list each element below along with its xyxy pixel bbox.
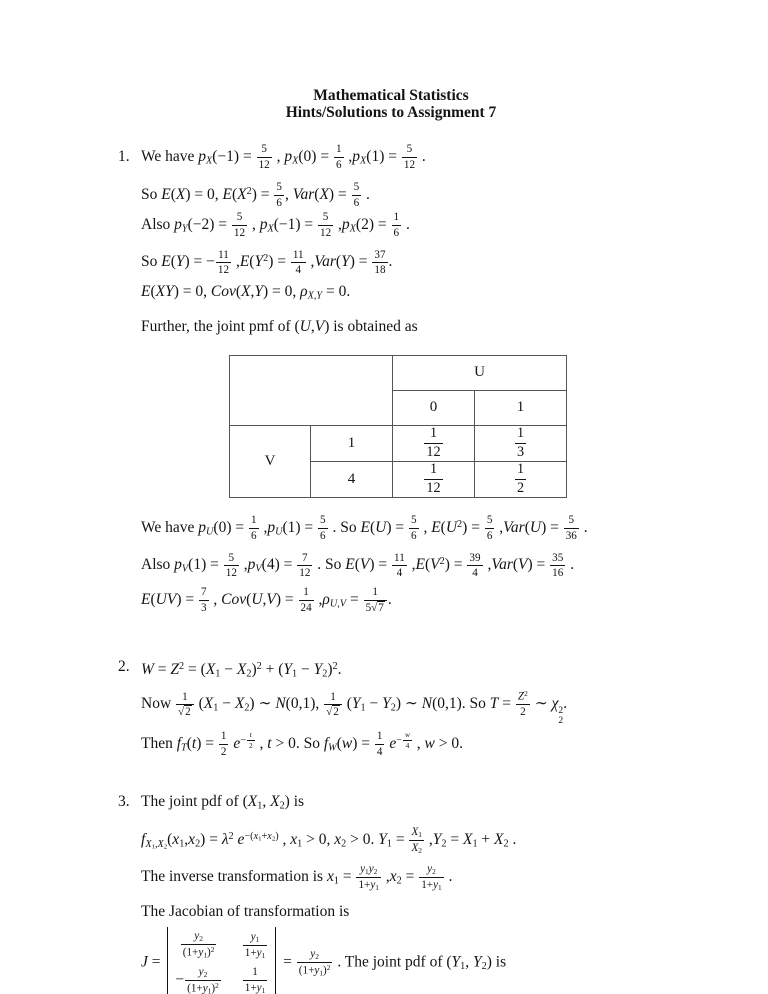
- doc-subtitle: Hints/Solutions to Assignment 7: [285, 104, 497, 121]
- pmf-corner-cell: [230, 355, 393, 425]
- item-3: [118, 787, 664, 994]
- jacobian-line: J = $\frac{y_2}{(1+y_1)^2}$ $\frac{y_1}{1+y_1}$ − $\frac{y_2}{(1+y_1)^2}$ $\frac{1}{1+y_1}$ = $\frac{y_2}{(1+y_1)^2}$ . The joint pdf of ($Y_1$, $Y_2$) is: [141, 927, 664, 994]
- pmf-col-header-0: 0: [393, 390, 475, 425]
- joint-pmf-table: [229, 355, 567, 498]
- pmf-col-header-1: 1: [475, 390, 567, 425]
- item-2-body: [141, 652, 664, 764]
- math-line: We have $p_X(-1)$ = $\frac{5}{12}$ , $p_X(0)$ = $\frac{1}{6}$ $,p_X(1)$ = $\frac{5}{12}$ .: [141, 143, 426, 171]
- item-2: [118, 652, 664, 764]
- math-line: Then $f_T(t)$ = $\frac{1}{2}$ $e^{- \frac{t}{2}}$ , t > 0. So $f_W(w)$ = $\frac{1}{4}$ $e^{- \frac{w}{4}}$ , w > 0.: [141, 729, 463, 758]
- item-1-number: 1.: [118, 148, 130, 165]
- math-line: $W = Z^2 = (X_1 - X_2)^2 + (Y_1 - Y_2)^2$.: [141, 660, 342, 680]
- math-line: Also $p_Y(-2)$ = $\frac{5}{12}$ , $p_X(-1)$ = $\frac{5}{12}$ $,p_X(2)$ = $\frac{1}{6}$ .: [141, 211, 410, 239]
- doc-title: Mathematical Statistics: [313, 87, 469, 104]
- doc-content: [118, 142, 664, 994]
- pmf-value-cell-00: $\frac{1}{12}$: [393, 425, 475, 461]
- math-line: The inverse transformation is $x_1$ = $\frac{y_1y_2}{1+y_1}$ $,x_2$ = $\frac{y_2}{1+y_1}$ .: [141, 863, 453, 892]
- math-line: So E(Y) = − $\frac{11}{12}$ $,E(Y^2)$ = $\frac{11}{4}$ ,Var(Y) = $\frac{37}{18}$ .: [141, 248, 393, 277]
- pmf-u-group-header: U: [393, 355, 567, 390]
- pmf-row-label-0: 1: [311, 425, 393, 461]
- pmf-value-cell-11: $\frac{1}{2}$: [475, 461, 567, 497]
- pmf-v-group-header: V: [230, 425, 311, 497]
- math-line: The Jacobian of transformation is: [141, 902, 350, 920]
- pmf-value-cell-10: $\frac{1}{12}$: [393, 461, 475, 497]
- item-2-number: 2.: [118, 657, 130, 675]
- math-line: E(UV) = $\frac{7}{3}$ , Cov(U,V) = $\frac{1}{24}$ $,\rho_{U,V}$ = $\frac{1}{5√7}$ .: [141, 586, 392, 614]
- item-1-body: [141, 142, 664, 620]
- item-3-number: 3.: [118, 793, 130, 811]
- math-line: E(XY) = 0, Cov(X,Y) = 0, $\rho_{X,Y} = 0$.: [141, 283, 351, 302]
- math-line: We have $p_U(0)$ = $\frac{1}{6}$ $,p_U(1)$ = $\frac{5}{6}$ . So E(U) = $\frac{5}{6}$ , $E(U^2)$ = $\frac{5}{6}$ ,Var(U) = $\frac{5}{36}$ .: [141, 514, 588, 542]
- pmf-value-cell-01: $\frac{1}{3}$: [475, 425, 567, 461]
- item-1: [118, 142, 664, 620]
- math-line: Also $p_V(1)$ = $\frac{5}{12}$ $,p_V(4)$ = $\frac{7}{12}$ . So E(V) = $\frac{11}{4}$ $,E(V^2)$ = $\frac{39}{4}$ ,Var(V) = $\frac{35}{16}$ .: [141, 551, 575, 580]
- math-line: $f_{X_1,X_2}(x_1,x_2) = \lambda^2$ $e^{-(x_1+x_2)}$ , $x_1 > 0$, $x_2 > 0$. $Y_1$ = $\frac{X_1}{X_2}$ $,Y_2 = X_1 + X_2$ .: [141, 825, 517, 855]
- pmf-row-label-1: 4: [311, 461, 393, 497]
- math-line: Further, the joint pmf of (U,V) is obtained as: [141, 317, 418, 335]
- math-line: Now $\frac{1}{√2}$ $(X_1 - X_2)$ ∼ N(0,1), $\frac{1}{√2}$ $(Y_1 - Y_2)$ ∼ N(0,1). So T = $\frac{Z^2}{2}$ ∼ χ 2 2 .: [141, 689, 568, 726]
- math-line: So E(X) = 0, $E(X^2)$ = $\frac{5}{6}$ , Var(X) = $\frac{5}{6}$ .: [141, 181, 370, 209]
- item-3-body: [141, 787, 664, 994]
- math-line: The joint pdf of ($X_1$, $X_2$) is: [141, 793, 305, 812]
